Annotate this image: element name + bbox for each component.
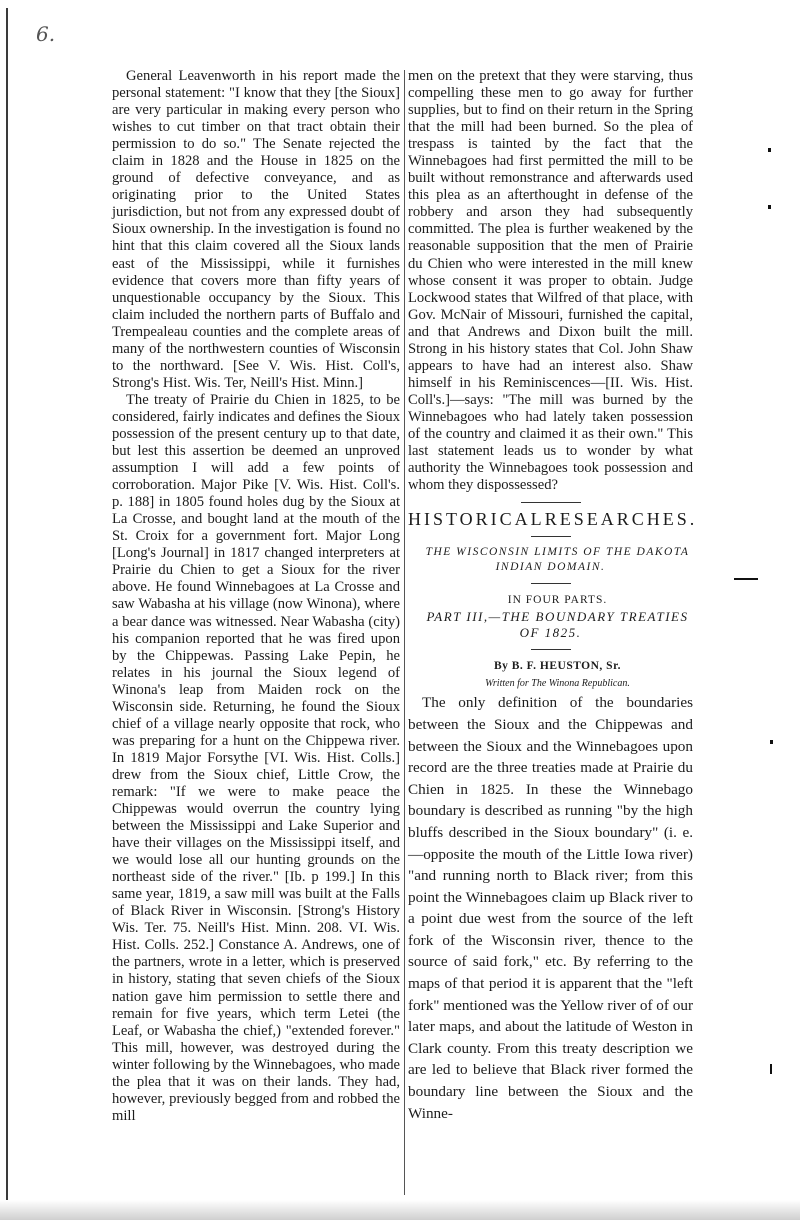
left-paragraph-2: The treaty of Prairie du Chien in 1825, to be considered, fairly indicates and defines the Sioux possession of the present century up to that date, but lest this assertion be deemed an unproved assumption I will add a few points of corroboration. Major Pike [V. Wis. Hist. Coll's. p. 188] in 1805 found holes dug by the Sioux at La Crosse, and bought land at the mouth of the St. Croix for a government fort. Major Long [Long's Journal] in 1817 changed interpreters at Prairie du Chien to get a Sioux for the river above. He found Winnebagoes at La Crosse and saw Wabasha at his village (now Winona), where a bear dance was witnessed. Near Wabasha (city) his companion reported that he was fired upon by the Chippewas. Passing Lake Pepin, he relates in his journal the Sioux legend of Winona's leap from Maiden rock on the Wisconsin side. Returning, he found the Sioux chief of a village nearly opposite that rock, who was preparing for a hunt on the Chippewa river. In 1819 Major Forsythe [VI. Wis. Hist. Colls.] drew from the Sioux chief, Little Crow, the remark: "If we were to make peace the Chippewas would overrun the country lying between the Mississippi and Lake Superior and have their villages on the Mississippi itself, and we would lose all our hunting grounds on the northeast side of the river." [Ib. p 199.] In this same year, 1819, a saw mill was built at the Falls of Black River in Wisconsin. [Strong's History Wis. Ter. 75. Neill's Hist. Minn. 208. VI. Wis. Hist. Colls. 252.] Constance A. Andrews, one of the partners, wrote in a letter, which is preserved in history, stating that seven chiefs of the Sioux nation gave him permission to settle there and remain for five years, which term Letei (the Leaf, or Wabasha the chief,) "extended forever." This mill, however, was destroyed during the winter following by the Winnebagoes, who made the plea that it was on their lands. They had, however, previously begged from and robbed the mill	[112, 391, 400, 1124]
edge-mark-3	[734, 578, 758, 580]
right-column	[408, 68, 698, 1124]
heading-word-2: RESEARCHES.	[544, 509, 698, 530]
subheading-rule	[531, 583, 571, 584]
binding-edge	[6, 8, 8, 1213]
left-paragraph-1: General Leavenworth in his report made the personal statement: "I know that they [the Sioux] are very particular in making every person who wishes to cut timber on that tract obtain their permission to do so." The Senate rejected the claim in 1828 and the House in 1825 on the ground of defective conveyance, and as originating prior to the United States jurisdiction, but not from any expressed doubt of Sioux ownership. In the investigation is found no hint that this claim covered all the Sioux lands east of the Mississippi, while it furnishes evidence that covers more than fifty years of unquestionable occupancy by the Sioux. This claim included the northern parts of Buffalo and Trempealeau counties and the complete areas of many of the northwestern counties of Wisconsin to the northward. [See V. Wis. Hist. Coll's, Strong's Hist. Wis. Ter, Neill's Hist. Minn.]	[112, 68, 400, 391]
part-rule	[531, 649, 571, 650]
column-divider	[404, 70, 405, 1195]
left-column	[112, 68, 400, 1125]
article-heading	[408, 509, 698, 530]
byline: By B. F. HEUSTON, Sr.	[493, 660, 622, 673]
article-body: The only definition of the boundaries between the Sioux and the Chippewas and between the Sioux and the Winnebagoes upon record are the three treaties made at Prairie du Chien in 1825. In these the Winnebago boundary is described as running "by the high bluffs described in the Sioux boundary" (i. e.—opposite the mouth of the Little Iowa river) "and running north to Black river; from this point the Winnebagoes claim up Black river to a point due west from the source of the left fork of the Wisconsin river, thence to the source of said fork," etc. By referring to the maps of that period it is apparent that the "left fork" mentioned was the Yellow river of of our later maps, and about the latitude of Weston in Clark county. From this treaty description we are led to believe that Black river formed the boundary line between the Sioux and the Winne-	[408, 694, 694, 1122]
parts-note: IN FOUR PARTS.	[507, 594, 608, 607]
page-bottom-edge	[0, 1200, 800, 1220]
heading-word-1: HISTORICAL	[408, 509, 545, 530]
heading-rule	[531, 536, 571, 537]
part-title: PART III,—THE BOUNDARY TREATIES OF 1825.	[426, 609, 689, 641]
section-rule	[521, 502, 581, 503]
edge-mark-4	[770, 740, 773, 744]
edge-mark-2	[768, 205, 771, 209]
edge-mark-5	[770, 1064, 772, 1074]
right-continuation: men on the pretext that they were starving, thus compelling these men to go away for further supplies, but to find on their return in the Spring that the mill had been burned. So the plea of trespass is tainted by the fact that the Winnebagoes had first permitted the mill to be built without remonstrance and afterwards used this plea as an afterthought in defense of the robbery and arson they had subsequently committed. The plea is further weakened by the reasonable supposition that the men of Prairie du Chien who were interested in the mill knew whose consent it was proper to obtain. Judge Lockwood states that Wilfred of that place, with Gov. McNair of Missouri, furnished the capital, and that Andrews and Dixon built the mill. Strong in his history states that Col. John Shaw appears to have had an interest also. Shaw himself in his Reminiscences—[II. Wis. Hist. Coll's.]—says: "The mill was burned by the Winnebagoes who had lately taken possession of the country and claimed it as their own." This last statement leads us to wonder by what authority the Winnebagoes took possession and whom they dispossessed?	[408, 68, 693, 494]
article-subheading: THE WISCONSIN LIMITS OF THE DAKOTA INDIAN DOMAIN.	[425, 546, 690, 574]
edge-mark-1	[768, 148, 771, 152]
page-number: 6.	[36, 22, 56, 46]
written-for: Written for The Winona Republican.	[485, 678, 630, 690]
